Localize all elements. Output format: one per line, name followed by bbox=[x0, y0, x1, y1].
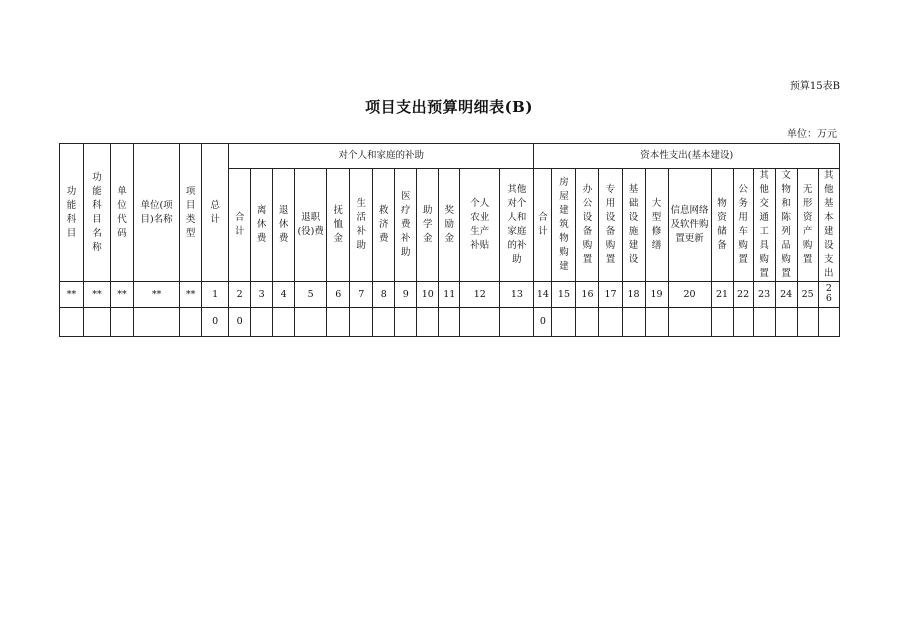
index-cell: 6 bbox=[327, 282, 350, 308]
data-cell bbox=[797, 308, 818, 337]
data-cell bbox=[295, 308, 327, 337]
col-g1-living: 生活补助 bbox=[350, 169, 373, 282]
col-g1-pension: 抚恤金 bbox=[327, 169, 350, 282]
col-g2-total: 合计 bbox=[534, 169, 552, 282]
col-g1-award: 奖励金 bbox=[439, 169, 460, 282]
index-cell: 5 bbox=[295, 282, 327, 308]
header-function-code: 功能科目 bbox=[60, 144, 84, 282]
col-g1-resignation: 退职(役)费 bbox=[295, 169, 327, 282]
col-g1-total: 合计 bbox=[229, 169, 251, 282]
index-cell: ** bbox=[111, 282, 134, 308]
form-number: 预算15表B bbox=[789, 81, 840, 92]
data-cell bbox=[599, 308, 622, 337]
index-cell: 24 bbox=[775, 282, 797, 308]
data-cell bbox=[439, 308, 460, 337]
data-cell bbox=[775, 308, 797, 337]
index-cell: 3 bbox=[251, 282, 273, 308]
header-function-name: 功能科目名称 bbox=[84, 144, 111, 282]
index-cell: 10 bbox=[417, 282, 439, 308]
data-cell bbox=[645, 308, 668, 337]
header-unit-code: 单位代码 bbox=[111, 144, 134, 282]
col-g2-infra: 基础设施建设 bbox=[622, 169, 645, 282]
col-g2-building: 房屋建筑物购建 bbox=[552, 169, 576, 282]
col-g1-relief: 救济费 bbox=[373, 169, 395, 282]
index-cell: 11 bbox=[439, 282, 460, 308]
index-cell: 13 bbox=[500, 282, 534, 308]
unit-label: 单位：万元 bbox=[787, 129, 837, 140]
col-g1-retirement: 退休费 bbox=[273, 169, 295, 282]
col-g2-repair: 大型修缮 bbox=[645, 169, 668, 282]
index-cell: 20 bbox=[668, 282, 711, 308]
col-g2-office: 办公设备购置 bbox=[576, 169, 599, 282]
header-project-type: 项目类型 bbox=[180, 144, 202, 282]
group-capital-expenditure: 资本性支出(基本建设) bbox=[534, 144, 840, 169]
group-personal-subsidy: 对个人和家庭的补助 bbox=[229, 144, 534, 169]
index-cell: 26 bbox=[818, 282, 839, 308]
col-g1-other: 其他对个人和家庭的补助 bbox=[500, 169, 534, 282]
col-g1-retired: 离休费 bbox=[251, 169, 273, 282]
index-cell: ** bbox=[60, 282, 84, 308]
data-cell bbox=[576, 308, 599, 337]
header-unit-name: 单位(项目)名称 bbox=[134, 144, 180, 282]
header-total: 总计 bbox=[202, 144, 229, 282]
index-cell: 2 bbox=[229, 282, 251, 308]
col-g1-agri: 个人农业生产补贴 bbox=[460, 169, 500, 282]
index-cell: ** bbox=[180, 282, 202, 308]
index-cell: 22 bbox=[733, 282, 753, 308]
data-cell bbox=[273, 308, 295, 337]
col-g2-relics: 文物和陈列品购置 bbox=[775, 169, 797, 282]
index-cell: 15 bbox=[552, 282, 576, 308]
data-cell bbox=[711, 308, 733, 337]
data-cell bbox=[668, 308, 711, 337]
data-cell: 0 bbox=[202, 308, 229, 337]
index-cell: 18 bbox=[622, 282, 645, 308]
page-title: 项目支出预算明细表(B) bbox=[365, 98, 533, 116]
index-cell: ** bbox=[134, 282, 180, 308]
col-g2-intangible: 无形资产购置 bbox=[797, 169, 818, 282]
data-cell bbox=[753, 308, 775, 337]
data-cell bbox=[395, 308, 417, 337]
col-g2-it: 信息网络及软件购置更新 bbox=[668, 169, 711, 282]
index-cell: 12 bbox=[460, 282, 500, 308]
data-cell bbox=[327, 308, 350, 337]
data-cell bbox=[552, 308, 576, 337]
col-g2-vehicle: 其他交通工具购置 bbox=[753, 169, 775, 282]
index-cell: 19 bbox=[645, 282, 668, 308]
col-g1-student: 助学金 bbox=[417, 169, 439, 282]
index-cell: 17 bbox=[599, 282, 622, 308]
index-row bbox=[60, 282, 840, 308]
index-cell: 25 bbox=[797, 282, 818, 308]
data-cell bbox=[500, 308, 534, 337]
data-row bbox=[60, 308, 840, 337]
index-cell: 21 bbox=[711, 282, 733, 308]
data-cell bbox=[350, 308, 373, 337]
data-cell bbox=[60, 308, 84, 337]
budget-table bbox=[59, 143, 840, 337]
index-cell: 23 bbox=[753, 282, 775, 308]
index-cell: 4 bbox=[273, 282, 295, 308]
data-cell: 0 bbox=[229, 308, 251, 337]
data-cell bbox=[733, 308, 753, 337]
data-cell: 0 bbox=[534, 308, 552, 337]
index-cell: 8 bbox=[373, 282, 395, 308]
data-cell bbox=[622, 308, 645, 337]
data-cell bbox=[818, 308, 839, 337]
data-cell bbox=[460, 308, 500, 337]
col-g2-other: 其他基本建设支出 bbox=[818, 169, 839, 282]
index-cell: 14 bbox=[534, 282, 552, 308]
index-cell: 7 bbox=[350, 282, 373, 308]
index-cell: 9 bbox=[395, 282, 417, 308]
col-g2-car: 公务用车购置 bbox=[733, 169, 753, 282]
data-cell bbox=[417, 308, 439, 337]
data-cell bbox=[180, 308, 202, 337]
index-cell: 1 bbox=[202, 282, 229, 308]
data-cell bbox=[251, 308, 273, 337]
data-cell bbox=[84, 308, 111, 337]
data-cell bbox=[373, 308, 395, 337]
index-cell: ** bbox=[84, 282, 111, 308]
col-g1-medical: 医疗费补助 bbox=[395, 169, 417, 282]
col-g2-reserve: 物资储备 bbox=[711, 169, 733, 282]
index-cell: 16 bbox=[576, 282, 599, 308]
col-g2-special: 专用设备购置 bbox=[599, 169, 622, 282]
data-cell bbox=[134, 308, 180, 337]
data-cell bbox=[111, 308, 134, 337]
